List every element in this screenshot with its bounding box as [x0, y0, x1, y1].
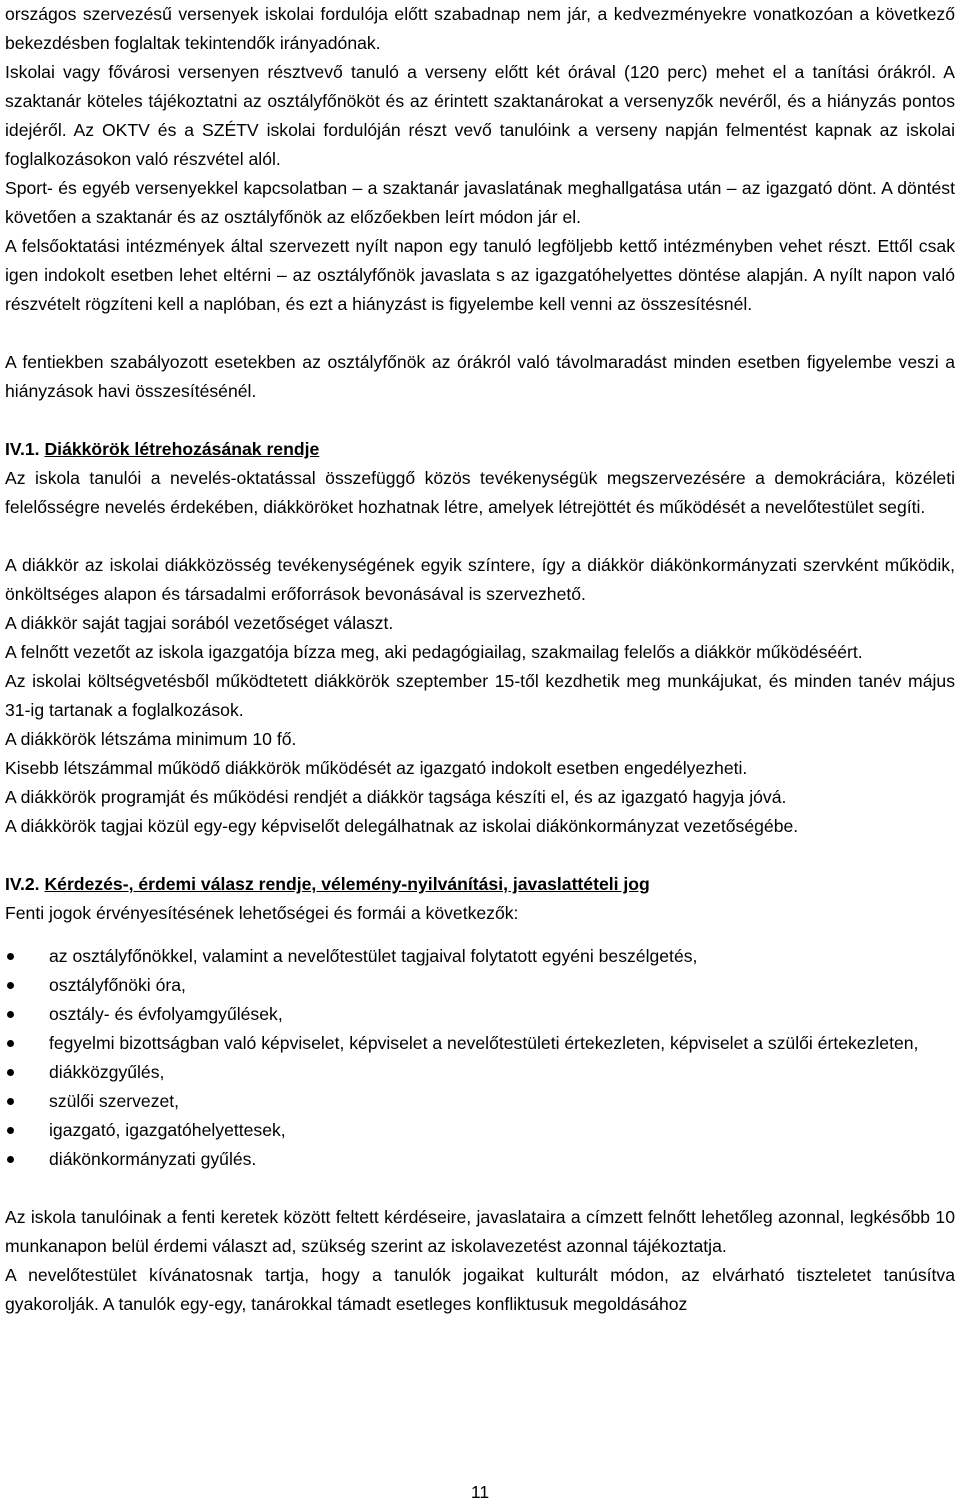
bullet-icon: [7, 1040, 14, 1047]
list-item-text: igazgató, igazgatóhelyettesek,: [49, 1120, 286, 1140]
body-paragraph: A diákkörök létszáma minimum 10 fő.: [5, 729, 297, 749]
body-paragraph: A nevelőtestület kívánatosnak tartja, hogy a tanulók jogaikat kulturált módon, az elvárható tiszteletet tanúsítva gyakorolják. A tanulók egy-egy, tanárokkal támadt esetleges konfliktusuk megoldásához: [5, 1265, 955, 1314]
body-paragraph: A diákkörök programját és működési rendjét a diákkör tagsága készíti el, és az igazgató hagyja jóvá.: [5, 787, 787, 807]
section-number: IV.1.: [5, 439, 40, 459]
section-heading: [5, 870, 955, 899]
intro-block: [5, 0, 955, 319]
list-item: [5, 1145, 955, 1174]
list-item-text: osztály- és évfolyamgyűlések,: [49, 1004, 283, 1024]
list-item-text: fegyelmi bizottságban való képviselet, képviselet a nevelőtestületi értekezleten, képviselet a szülői értekezleten,: [49, 1033, 919, 1053]
list-item-text: osztályfőnöki óra,: [49, 975, 186, 995]
bullet-icon: [7, 1127, 14, 1134]
bullet-icon: [7, 1069, 14, 1076]
list-item: [5, 1000, 955, 1029]
body-paragraph: A felsőoktatási intézmények által szervezett nyílt napon egy tanuló legföljebb kettő intézményben vehet részt. Ettől csak igen indokolt esetben lehet eltérni – az osztályfőnök javaslata s az igazgatóhelyettes döntése alapján. A nyílt napon való részvételt rögzíteni kell a naplóban, és ezt a hiányzást is figyelembe kell venni az összesítésnél.: [5, 236, 955, 314]
page-number: 11: [470, 1482, 490, 1502]
list-item: [5, 942, 955, 971]
bullet-icon: [7, 1011, 14, 1018]
list-item-text: diákközgyűlés,: [49, 1062, 165, 1082]
section-number: IV.2.: [5, 874, 40, 894]
body-paragraph: Sport- és egyéb versenyekkel kapcsolatban – a szaktanár javaslatának meghallgatása után – az igazgató dönt. A döntést követően a szaktanár és az osztályfőnök az előzőekben leírt módon jár el.: [5, 178, 955, 227]
body-paragraph: A felnőtt vezetőt az iskola igazgatója bízza meg, aki pedagógiailag, szakmailag felelős a diákkör működéséért.: [5, 642, 863, 662]
body-paragraph: A diákkör az iskolai diákközösség tevékenységének egyik színtere, így a diákkör diákönkormányzati szervként működik, önköltséges alapon és társadalmi erőforrások bevonásával is szervezhető.: [5, 555, 955, 604]
list-item-text: szülői szervezet,: [49, 1091, 180, 1111]
summary-paragraph: A fentiekben szabályozott esetekben az osztályfőnök az órákról való távolmaradást minden esetben figyelembe veszi a hiányzások havi összesítésénél.: [5, 352, 955, 401]
section-heading: [5, 435, 955, 464]
section-kerdezes: [5, 870, 955, 1319]
section-diakkorok: [5, 435, 955, 841]
section-title: Diákkörök létrehozásának rendje: [44, 439, 320, 459]
list-item: [5, 1058, 955, 1087]
body-paragraph: A diákkörök tagjai közül egy-egy képviselőt delegálhatnak az iskolai diákönkormányzat vezetőségébe.: [5, 816, 799, 836]
document-page: [5, 0, 955, 1319]
body-paragraph: Az iskola tanulóinak a fenti keretek között feltett kérdéseire, javaslataira a címzett felnőtt lehetőleg azonnal, legkésőbb 10 munkanapon belül érdemi választ ad, szükség szerint az iskolavezetést azonnal tájékoztatja.: [5, 1207, 955, 1256]
list-item: [5, 1116, 955, 1145]
list-item: [5, 1087, 955, 1116]
bullet-list: [5, 942, 955, 1174]
list-item-text: diákönkormányzati gyűlés.: [49, 1149, 257, 1169]
body-paragraph: Iskolai vagy fővárosi versenyen résztvevő tanuló a verseny előtt két órával (120 perc) mehet el a tanítási órákról. A szaktanár köteles tájékoztatni az osztályfőnököt és az érintett szaktanárokat a versenyzők nevéről, és a hiányzás pontos idejéről. Az OKTV és a SZÉTV iskolai fordulóján részt vevő tanulóink a verseny napján felmentést kapnak az iskolai foglalkozásokon való részvétel alól.: [5, 62, 955, 169]
body-paragraph: A diákkör saját tagjai sorából vezetőséget választ.: [5, 613, 394, 633]
bullet-icon: [7, 1098, 14, 1105]
bullet-icon: [7, 953, 14, 960]
section-intro: Fenti jogok érvényesítésének lehetőségei és formái a következők:: [5, 903, 519, 923]
bullet-icon: [7, 982, 14, 989]
list-item: [5, 1029, 955, 1058]
section-paragraphs: [5, 551, 955, 841]
body-paragraph: Az iskolai költségvetésből működtetett diákkörök szeptember 15-től kezdhetik meg munkájukat, és minden tanév május 31-ig tartanak a foglalkozások.: [5, 671, 955, 720]
bullet-icon: [7, 1156, 14, 1163]
list-item-text: az osztályfőnökkel, valamint a nevelőtestület tagjaival folytatott egyéni beszélgetés,: [49, 946, 698, 966]
section-intro: Az iskola tanulói a nevelés-oktatással összefüggő közös tevékenységük megszervezésére a demokráciára, közéleti felelősségre nevelés érdekében, diákköröket hozhatnak létre, amelyek létrejöttét és működését a nevelőtestület segíti.: [5, 468, 955, 517]
section-title: Kérdezés-, érdemi válasz rendje, vélemény-nyilvánítási, javaslattételi jog: [44, 874, 650, 894]
list-item: [5, 971, 955, 1000]
body-paragraph: Kisebb létszámmal működő diákkörök működését az igazgató indokolt esetben engedélyezheti.: [5, 758, 748, 778]
closing-block: [5, 1203, 955, 1319]
body-paragraph: országos szervezésű versenyek iskolai fordulója előtt szabadnap nem jár, a kedvezményekre vonatkozóan a következő bekezdésben foglaltak tekintendők irányadónak.: [5, 4, 955, 53]
